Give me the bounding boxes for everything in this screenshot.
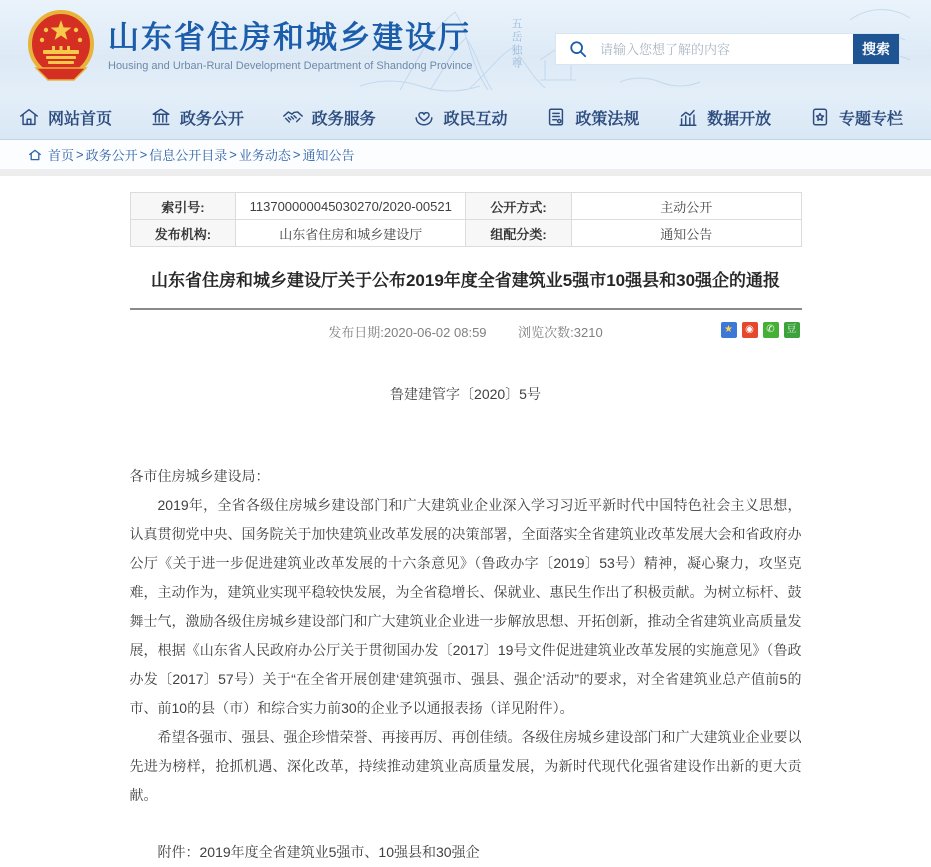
breadcrumb — [0, 140, 931, 170]
nav-item-gov-services[interactable] — [282, 106, 376, 129]
site-title: 山东省住房和城乡建设厅 — [108, 20, 471, 55]
site-brand — [28, 10, 472, 82]
body-paragraph: 2019年，全省各级住房城乡建设部门和广大建筑业企业深入学习习近平新时代中国特色社会主义思想，认真贯彻党中央、国务院关于加快建筑业改革发展的决策部署，全面落实全省建筑业改革发展大会和省政府办公厅《关于进一步促进建筑业改革发展的十六条意见》（鲁政办字〔2019〕53号）精神，凝心聚力，攻坚克难，主动作为，建筑业实现平稳较快发展，为全省稳增长、保就业、惠民生作出了积极贡献。为树立标杆、鼓舞士气，激励各级住房城乡建设部门和广大建筑业企业进一步解放思想、开拓创新，推动全省建筑业高质量发展，根据《山东省人民政府办公厅关于贯彻国办发〔2017〕19号文件促进建筑业改革发展的实施意见》（鲁政办发〔2017〕57号）关于“在全省开展创建‘建筑强市、强县、强企’活动”的要求，对全省建筑业总产值前5的市、前10的县（市）和综合实力前30的企业予以通报表扬（详见附件）。 — [129, 497, 802, 716]
breadcrumb-item-home[interactable]: 首页 — [48, 148, 75, 163]
star-document-icon — [809, 106, 831, 128]
index-number-label: 索引号: — [130, 193, 236, 220]
chart-icon — [677, 106, 699, 128]
article-body — [130, 462, 802, 867]
national-emblem-logo — [28, 10, 94, 82]
attachment-line: 附件：2019年度全省建筑业5强市、10强县和30强企 — [157, 844, 480, 860]
share-douban-icon[interactable]: 豆 — [784, 322, 800, 338]
nav-label: 政务公开 — [179, 110, 244, 128]
document-icon — [545, 106, 567, 128]
breadcrumb-separator: > — [229, 147, 237, 162]
site-subtitle: Housing and Urban-Rural Development Department of Shandong Province — [108, 60, 473, 72]
table-row — [130, 220, 801, 247]
brand-text — [108, 20, 472, 72]
search-input[interactable] — [600, 34, 853, 64]
share-buttons — [721, 322, 800, 338]
article-meta-row — [130, 322, 802, 340]
search-bar — [555, 33, 900, 65]
index-number-value: 113700000045030270/2020-00521 — [236, 193, 466, 220]
salutation: 各市住房城乡建设局： — [129, 468, 270, 484]
breadcrumb-item-business-news[interactable]: 业务动态 — [238, 148, 291, 163]
nav-item-public-interaction[interactable] — [413, 106, 507, 129]
publish-date: 发布日期:2020-06-02 08:59 — [328, 325, 487, 340]
nav-item-open-data[interactable] — [677, 106, 771, 129]
nav-item-gov-disclosure[interactable] — [150, 106, 244, 129]
nav-item-policies[interactable] — [545, 106, 639, 129]
watermark-text: 五岳独尊 — [510, 18, 522, 70]
breadcrumb-item-info-catalog[interactable]: 信息公开目录 — [149, 148, 228, 163]
category-value: 通知公告 — [571, 220, 801, 247]
issuing-agency-label: 发布机构: — [130, 220, 236, 247]
share-weibo-icon[interactable]: ◉ — [742, 322, 758, 338]
heart-hands-icon — [413, 106, 435, 128]
home-icon — [18, 106, 40, 128]
nav-label: 政民互动 — [443, 110, 508, 128]
document-number: 鲁建建管字〔2020〕5号 — [390, 386, 541, 402]
nav-item-home[interactable] — [18, 106, 112, 129]
site-header — [0, 0, 931, 95]
nav-label: 专题专栏 — [838, 110, 903, 128]
breadcrumb-item-notices[interactable]: 通知公告 — [302, 148, 355, 163]
nav-item-special-columns[interactable] — [809, 106, 903, 129]
breadcrumb-item-gov-disclosure[interactable]: 政务公开 — [85, 148, 138, 163]
bank-icon — [150, 106, 172, 128]
nav-label: 网站首页 — [48, 110, 113, 128]
search-button[interactable]: 搜索 — [853, 34, 899, 64]
breadcrumb-home-icon — [28, 148, 42, 162]
nav-label: 政策法规 — [575, 110, 640, 128]
nav-label: 政务服务 — [311, 110, 376, 128]
title-divider — [130, 308, 802, 310]
disclosure-method-value: 主动公开 — [571, 193, 801, 220]
table-row — [130, 193, 801, 220]
search-icon — [556, 34, 600, 64]
issuing-agency-value: 山东省住房和城乡建设厅 — [236, 220, 466, 247]
document-meta-table — [130, 192, 802, 247]
handshake-icon — [282, 106, 304, 128]
page-title: 山东省住房和城乡建设厅关于公布2019年度全省建筑业5强市10强县和30强企的通报 — [150, 271, 781, 290]
article-meta-text — [130, 322, 802, 341]
main-nav — [0, 95, 931, 140]
category-label: 组配分类: — [466, 220, 572, 247]
share-wechat-icon[interactable]: ✆ — [763, 322, 779, 338]
breadcrumb-separator: > — [76, 147, 84, 162]
article-container — [130, 176, 802, 867]
body-paragraph: 希望各强市、强县、强企珍惜荣誉、再接再厉、再创佳绩。各级住房城乡建设部门和广大建筑业企业要以先进为榜样，抢抓机遇、深化改革，持续推动建筑业高质量发展，为新时代现代化强省建设作出新的更大贡献。 — [129, 729, 802, 803]
breadcrumb-separator: > — [292, 147, 301, 162]
view-count: 浏览次数:3210 — [518, 325, 603, 340]
breadcrumb-separator: > — [139, 147, 148, 162]
share-qzone-icon[interactable]: ★ — [721, 322, 737, 338]
disclosure-method-label: 公开方式: — [466, 193, 572, 220]
nav-label: 数据开放 — [707, 110, 772, 128]
